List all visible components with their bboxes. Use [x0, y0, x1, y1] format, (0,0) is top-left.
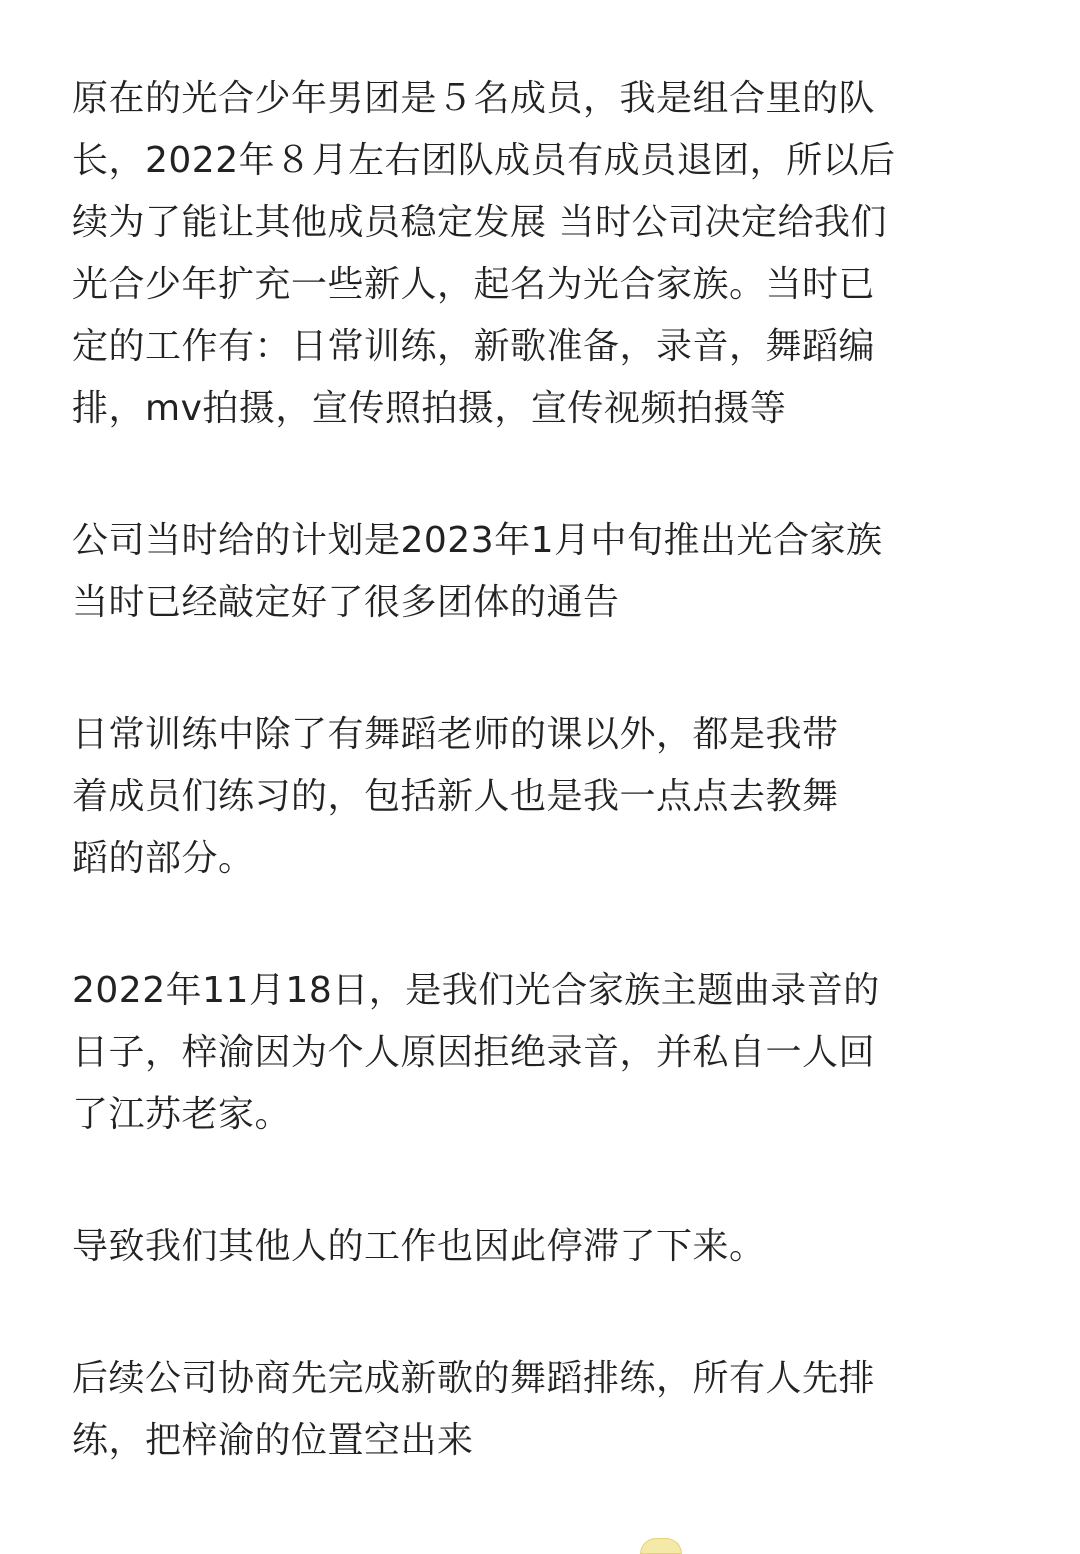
- paragraph-2: [72, 510, 1002, 634]
- note-body: [72, 68, 1002, 1542]
- text-line: 排，mv拍摄，宣传照拍摄，宣传视频拍摄等: [72, 388, 787, 429]
- text-line: 日子，梓渝因为个人原因拒绝录音，并私自一人回: [72, 1032, 876, 1073]
- text-line: 公司当时给的计划是2023年1月中旬推出光合家族: [72, 520, 883, 561]
- text-line: 日常训练中除了有舞蹈老师的课以外，都是我带: [72, 714, 839, 755]
- text-line: 后续公司协商先完成新歌的舞蹈排练，所有人先排: [72, 1358, 876, 1399]
- text-line: 练，把梓渝的位置空出来: [72, 1420, 474, 1461]
- paragraph-5: [72, 1216, 1002, 1278]
- text-line: 导致我们其他人的工作也因此停滞了下来。: [72, 1226, 766, 1267]
- emoji-edge-icon: [640, 1538, 682, 1554]
- text-line: 2022年11月18日，是我们光合家族主题曲录音的: [72, 970, 880, 1011]
- text-line: 着成员们练习的，包括新人也是我一点点去教舞: [72, 776, 839, 817]
- paragraph-4: [72, 960, 1002, 1146]
- text-line: 续为了能让其他成员稳定发展 当时公司决定给我们: [72, 202, 887, 243]
- paragraph-3: [72, 704, 1002, 890]
- paragraph-1: [72, 68, 1002, 440]
- text-line: 长，2022年８月左右团队成员有成员退团，所以后: [72, 140, 896, 181]
- text-line: 光合少年扩充一些新人，起名为光合家族。当时已: [72, 264, 876, 305]
- text-line: 了江苏老家。: [72, 1094, 292, 1135]
- text-line: 当时已经敲定好了很多团体的通告: [72, 582, 620, 623]
- text-line: 原在的光合少年男团是５名成员，我是组合里的队: [72, 78, 876, 119]
- text-line: 定的工作有：日常训练，新歌准备，录音，舞蹈编: [72, 326, 876, 367]
- paragraph-6: [72, 1348, 1002, 1472]
- text-line: 蹈的部分。: [72, 838, 255, 879]
